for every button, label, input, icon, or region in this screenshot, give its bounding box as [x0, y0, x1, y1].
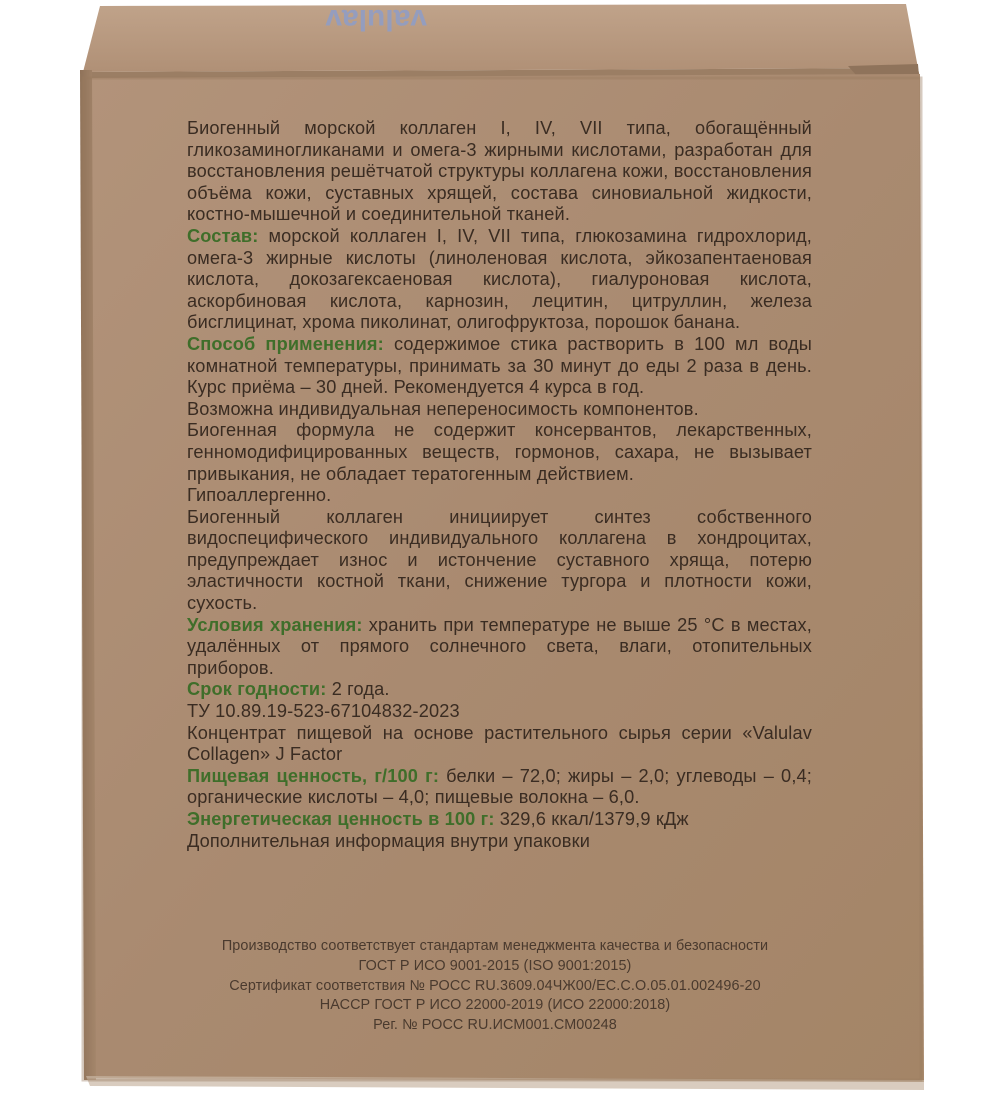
benefit-paragraph: Биогенный коллаген инициирует синтез собственного видоспецифического индивидуального коллагена в хондроцитах, предупреждает износ и истончение суставного хряща, потерю эластичности костной ткани, снижение тургора и плотности кожи, сухость. — [187, 506, 812, 614]
usage-paragraph — [187, 334, 812, 399]
intolerance-note: Возможна индивидуальная непереносимость компонентов. — [187, 398, 699, 419]
footer-line: Сертификат соответствия № РОСС RU.3609.04ЧЖ00/ЕС.С.О.05.01.002496-20 — [229, 977, 761, 994]
footer-line: Производство соответствует стандартам менеджмента качества и безопасности — [221, 938, 769, 954]
usage-text: содержимое стика растворить в 100 мл воды комнатной температуры, принимать за 30 минут до еды 2 раза в день. Курс приёма – 30 дней. Рекомендуется 4 курса в год. — [187, 333, 813, 398]
nutrition-paragraph — [187, 766, 812, 809]
formula-paragraph: Биогенная формула не содержит консервантов, лекарственных, генномодифицированных веществ, гормонов, сахара, не вызывает привыкания, не обладает тератогенным действием. — [187, 420, 812, 484]
nutrition-text: белки – 72,0; жиры – 2,0; углеводы – 0,4; органические кислоты – 4,0; пищевые волокна – 6,0. — [187, 765, 812, 808]
intro-paragraph: Биогенный морской коллаген I, IV, VII типа, обогащённый гликозаминогликанами и омега-3 жирными кислотами, разработан для восстановления решётчатой структуры коллагена кожи, восстановления объёма кожи, суставных хрящей, состава синовиальной жидкости, костно-мышечной и соединительной тканей. — [187, 118, 812, 225]
shelf-life-heading: Срок годности: — [187, 679, 327, 700]
brand-logo — [315, 0, 435, 44]
energy-text: 329,6 ккал/1379,9 кДж — [499, 809, 689, 829]
composition-heading: Состав: — [187, 225, 259, 246]
hypoallergenic-note: Гипоаллергенно. — [187, 485, 332, 506]
additional-info: Дополнительная информация внутри упаковки — [187, 830, 591, 851]
nutrition-heading: Пищевая ценность, г/100 г: — [187, 765, 440, 786]
usage-heading: Способ применения: — [187, 333, 384, 354]
product-description — [187, 118, 812, 852]
shelf-life-line — [187, 679, 812, 701]
shelf-life-text: 2 года. — [331, 679, 390, 700]
footer-line: НАССР ГОСТ Р ИСО 22000-2019 (ИСО 22000:2018) — [319, 997, 671, 1014]
composition-text: морской коллаген I, IV, VII типа, глюкозамина гидрохлорид, омега-3 жирные кислоты (линоленовая кислота, эйкозапентаеновая кислота, докозагексаеновая кислота), гиалуроновая кислота, аскорбиновая кислота, карнозин, лецитин, цитруллин, железа бисглицинат, хрома пиколинат, олигофруктоза, порошок банана. — [187, 225, 813, 333]
tu-line: ТУ 10.89.19-523-67104832-2023 — [187, 701, 460, 722]
concentrate-paragraph: Концентрат пищевой на основе растительного сырья серии «Valulav Collagen» J Factor — [187, 722, 812, 765]
footer-line: Рег. № РОСС RU.ИСМ001.СМ00248 — [373, 1017, 617, 1034]
storage-text: хранить при температуре не выше 25 °С в местах, удалённых от прямого солнечного света, влаги, отопительных приборов. — [187, 614, 813, 678]
box-top-lid — [83, 4, 918, 72]
energy-heading: Энергетическая ценность в 100 г: — [187, 809, 495, 829]
composition-paragraph — [187, 226, 812, 334]
storage-heading: Условия хранения: — [187, 614, 363, 635]
energy-line — [187, 809, 812, 831]
brand-logo-text: valulav — [325, 3, 427, 36]
storage-paragraph — [187, 615, 812, 680]
certification-footer — [150, 937, 840, 1036]
footer-line: ГОСТ Р ИСО 9001-2015 (ISO 9001:2015) — [358, 957, 632, 974]
